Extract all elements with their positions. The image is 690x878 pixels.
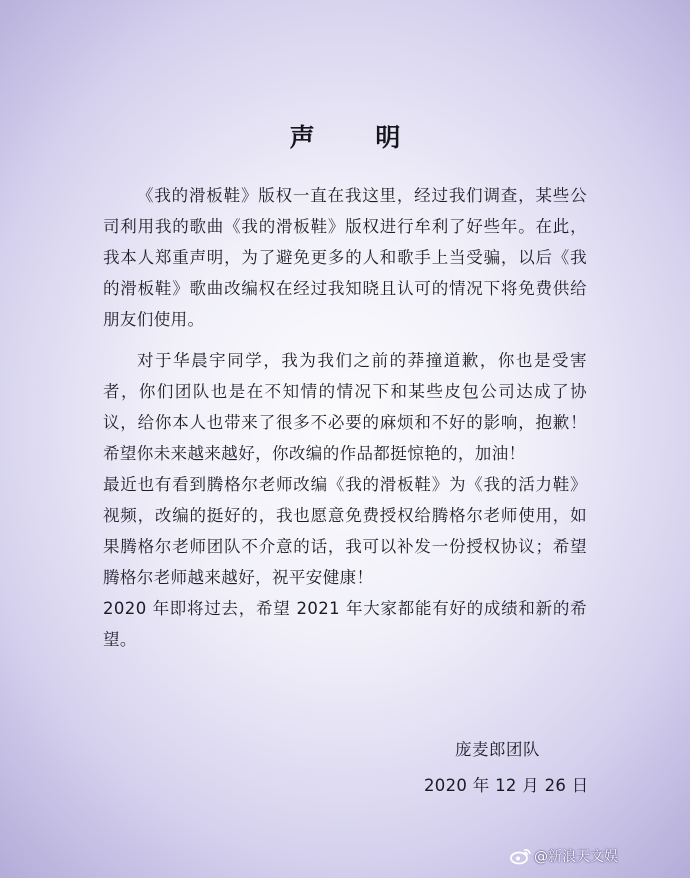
document-body bbox=[103, 180, 587, 655]
signature: 庞麦郎团队 bbox=[455, 740, 540, 759]
paragraph-copyright: 《我的滑板鞋》版权一直在我这里，经过我们调查，某些公司利用我的歌曲《我的滑板鞋》版权进行牟利了好些年。在此，我本人郑重声明，为了避免更多的人和歌手上当受骗，以后《我的滑板鞋》歌曲改编权在经过我知晓且认可的情况下将免费供给朋友们使用。 bbox=[103, 186, 587, 329]
watermark-text: @新浪天文娱 bbox=[534, 849, 618, 865]
weibo-icon bbox=[510, 847, 532, 865]
document-title: 声 明 bbox=[289, 123, 427, 152]
paragraph-new-year: 2020 年即将过去，希望 2021 年大家都能有好的成绩和新的希望。 bbox=[103, 599, 587, 649]
paragraph-apology: 对于华晨宇同学，我为我们之前的莽撞道歉，你也是受害者，你们团队也是在不知情的情况下和某些皮包公司达成了协议，给你本人也带来了很多不必要的麻烦和不好的影响，抱歉！希望你未来越来越好，你改编的作品都挺惊艳的，加油！ bbox=[103, 351, 587, 463]
signature-date: 2020 年 12 月 26 日 bbox=[424, 776, 589, 795]
paragraph-authorization: 最近也有看到腾格尔老师改编《我的滑板鞋》为《我的活力鞋》视频，改编的挺好的，我也愿意免费授权给腾格尔老师使用，如果腾格尔老师团队不介意的话，我可以补发一份授权协议；希望腾格尔老师越来越好，祝平安健康！ bbox=[103, 475, 587, 587]
watermark bbox=[510, 846, 618, 866]
